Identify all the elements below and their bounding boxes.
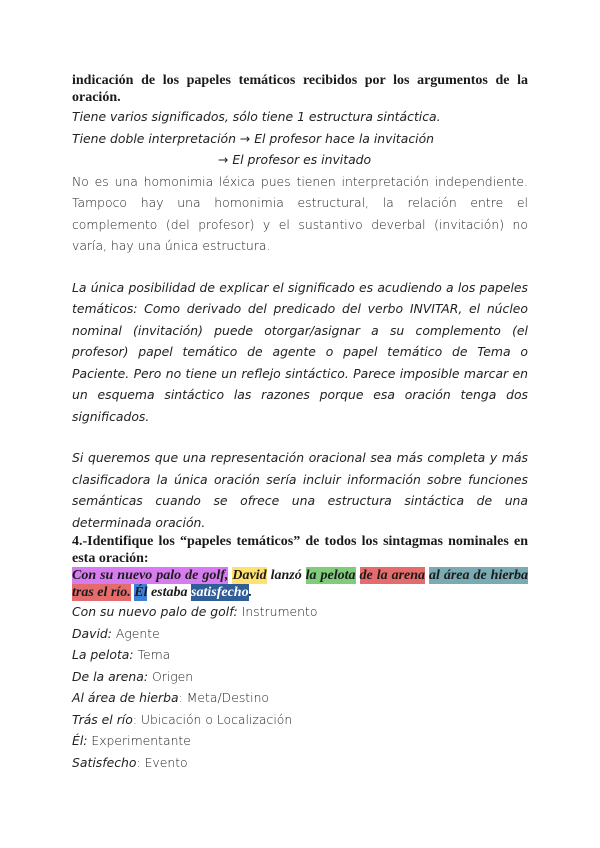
list-item: Con su nuevo palo de golf: Instrumento [72, 604, 318, 619]
line-3: → El profesor es invitado [218, 152, 372, 167]
line-2: Tiene doble interpretación → El profesor hace la invitación [72, 130, 435, 146]
verb-lanzo: lanzó [266, 568, 306, 583]
hl-instrument: Con su nuevo palo de golf, [72, 568, 229, 583]
paragraph-3: Si queremos que una representación oracional sea más completa y más clasificadora la única oración sería incluir información sobre funciones semánticas cuando se ofrece una estructura sintáctica de una determinada oración. [72, 450, 528, 530]
list-item: David: Agente [72, 625, 160, 641]
paragraph-1: No es una homonimia léxica pues tienen interpretación independiente. Tampoco hay una homonimia estructural, la relación entre el complemento (del profesor) y el sustantivo deverbal (invitación) no varía, hay una única estructura. [72, 173, 528, 253]
list-item: Satisfecho: Evento [72, 754, 188, 770]
hl-experimentante: Él [134, 585, 148, 600]
list-item: Al área de hierba: Meta/Destino [72, 690, 270, 705]
document-page [72, 72, 528, 773]
highlighted-sentence: Con su nuevo palo de golf, David lanzó la pelota de la arena al área de hierba tras el río. Él estaba satisfecho. [72, 568, 529, 600]
hl-meta: al área de hierba [429, 568, 529, 583]
intro-block [72, 106, 528, 533]
hl-agent: David [232, 568, 267, 583]
heading-top: indicación de los papeles temáticos recibidos por los argumentos de la oración. [72, 73, 528, 105]
list-item: Trás el río: Ubicación o Localización [72, 711, 293, 727]
verb-estaba: estaba [147, 585, 192, 600]
list-item: De la arena: Origen [72, 668, 194, 684]
line-1: Tiene varios significados, sólo tiene 1 estructura sintáctica. [72, 109, 441, 124]
hl-origen: de la arena [359, 568, 426, 583]
hl-ubicacion: tras el río. [72, 585, 131, 600]
hl-tema: la pelota [305, 568, 356, 583]
question-4: 4.-Identifique los “papeles temáticos” de todos los sintagmas nominales en esta oración: [72, 534, 528, 566]
hl-evento: satisfecho [191, 585, 249, 600]
roles-list [72, 601, 528, 773]
list-item: Él: Experimentante [72, 733, 191, 748]
paragraph-2: La única posibilidad de explicar el significado es acudiendo a los papeles temáticos: Como derivado del predicado del verbo INVITAR, el núcleo nominal (invitación) puede otorgar/asignar a su complemento (el profesor) papel temático de agente o papel temático de Tema o Paciente. Pero no tiene un reflejo sintáctico. Parece imposible marcar en un esquema sintáctico las razones porque esa oración tenga dos significados. [72, 279, 528, 424]
list-item: La pelota: Tema [72, 647, 171, 662]
